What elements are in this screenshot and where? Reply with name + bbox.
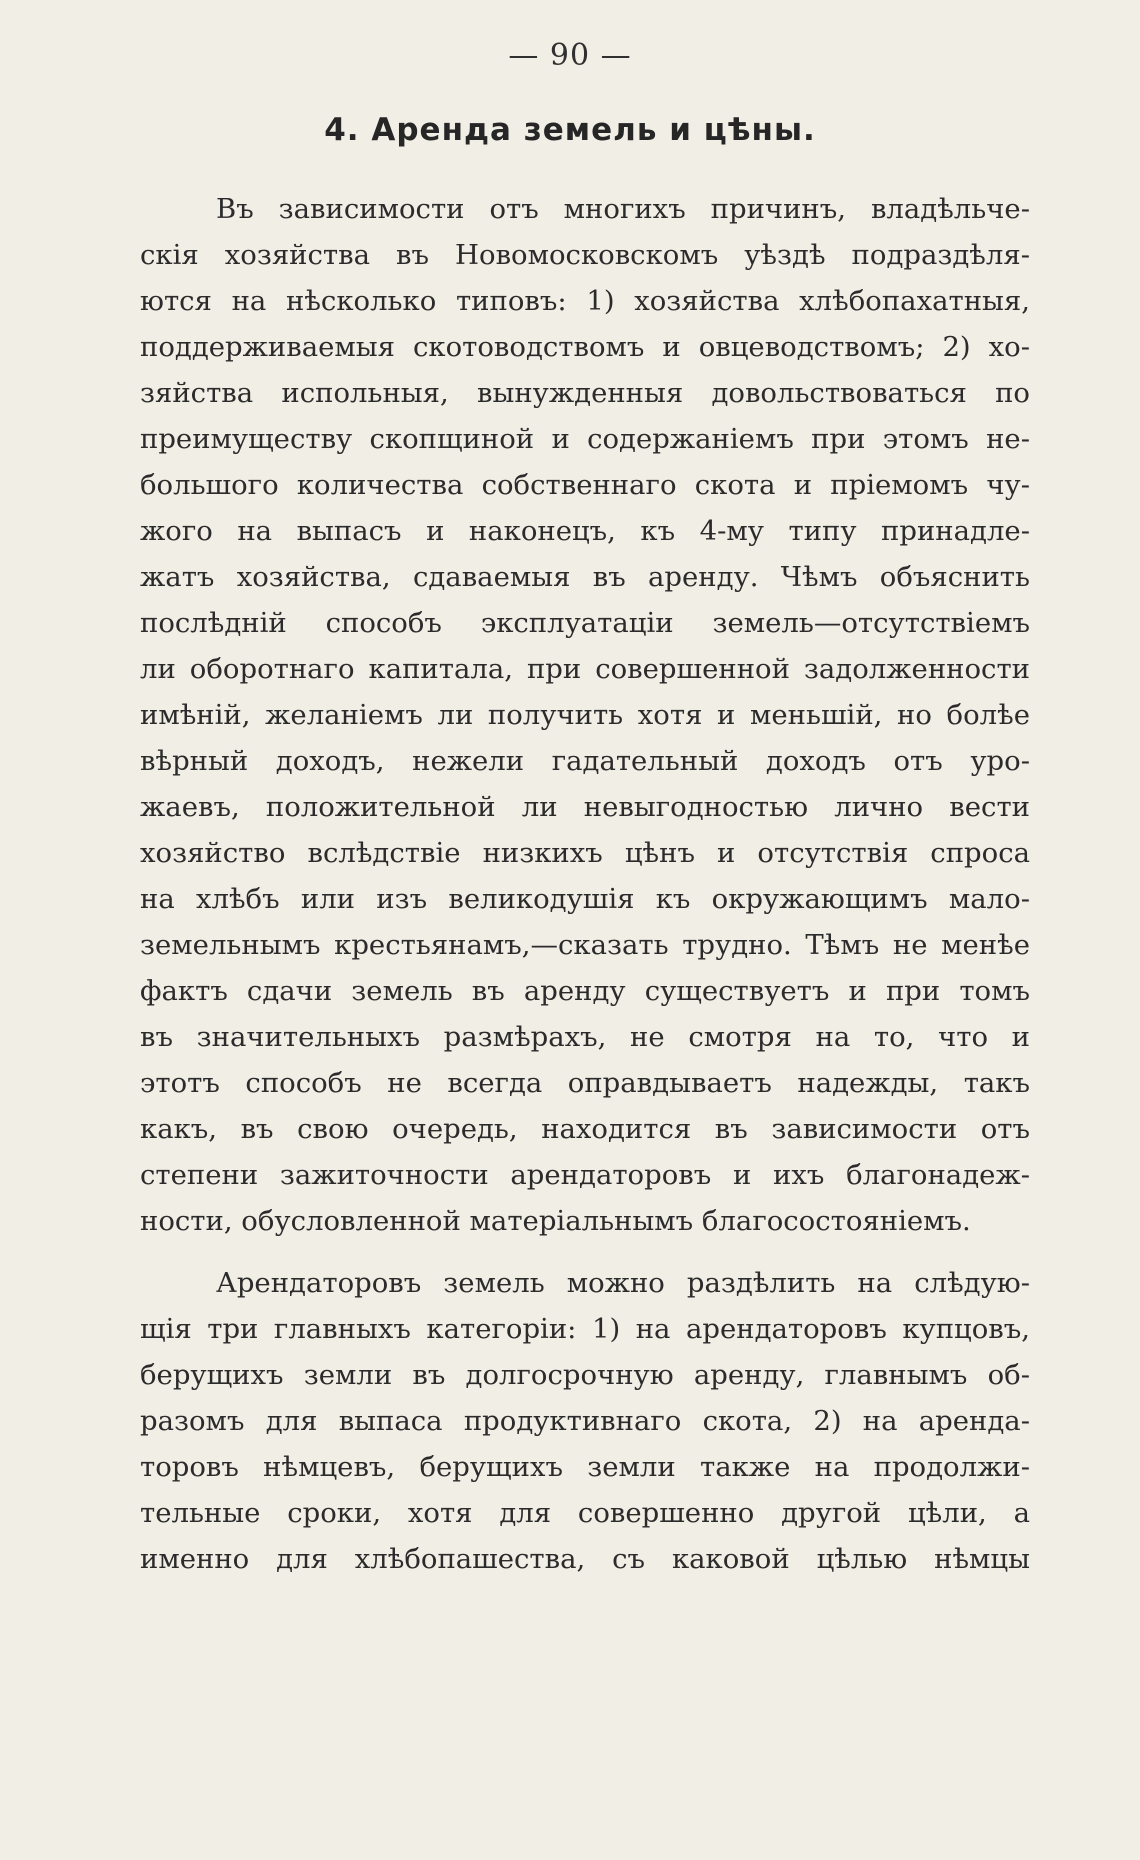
paragraph-2 (140, 1260, 1030, 1582)
text-line: степени зажиточности арендаторовъ и ихъ благонадеж- (140, 1159, 1030, 1191)
text-line: фактъ сдачи земель въ аренду существуетъ и при томъ (140, 975, 1030, 1007)
text-line: ются на нѣсколько типовъ: 1) хозяйства хлѣбопахатныя, (140, 285, 1030, 317)
text-line: жого на выпасъ и наконецъ, къ 4-му типу принадле- (140, 515, 1030, 547)
text-line: скія хозяйства въ Новомосковскомъ уѣздѣ подраздѣля- (140, 239, 1030, 271)
text-line: какъ, въ свою очередь, находится въ зависимости отъ (140, 1113, 1030, 1145)
text-line: щія три главныхъ категоріи: 1) на арендаторовъ купцовъ, (140, 1313, 1030, 1345)
page-number: — 90 — (508, 38, 632, 73)
text-line: Арендаторовъ земель можно раздѣлить на слѣдую- (216, 1267, 1030, 1299)
text-line: поддерживаемыя скотоводствомъ и овцеводствомъ; 2) хо- (140, 331, 1030, 363)
text-line: на хлѣбъ или изъ великодушія къ окружающимъ мало- (140, 883, 1030, 915)
text-line: тельные сроки, хотя для совершенно другой цѣли, а (140, 1497, 1030, 1529)
text-line: торовъ нѣмцевъ, берущихъ земли также на продолжи- (140, 1451, 1030, 1483)
text-line: ли оборотнаго капитала, при совершенной задолженности (140, 653, 1030, 685)
text-line: именно для хлѣбопашества, съ каковой цѣлью нѣмцы (140, 1543, 1030, 1575)
text-line: жаевъ, положительной ли невыгодностью лично вести (140, 791, 1030, 823)
text-line: вѣрный доходъ, нежели гадательный доходъ отъ уро- (140, 745, 1030, 777)
text-line: разомъ для выпаса продуктивнаго скота, 2) на аренда- (140, 1405, 1030, 1437)
text-line: зяйства испольныя, вынужденныя довольствоваться по (140, 377, 1030, 409)
text-line: большого количества собственнаго скота и пріемомъ чу- (140, 469, 1030, 501)
text-line: жатъ хозяйства, сдаваемыя въ аренду. Чѣмъ объяснить (140, 561, 1030, 593)
text-line: преимуществу скопщиной и содержаніемъ при этомъ не- (140, 423, 1030, 455)
paragraph-1 (140, 186, 1030, 1244)
text-line: въ значительныхъ размѣрахъ, не смотря на то, что и (140, 1021, 1030, 1053)
text-line: берущихъ земли въ долгосрочную аренду, главнымъ об- (140, 1359, 1030, 1391)
text-line: послѣдній способъ эксплуатаціи земель—отсутствіемъ (140, 607, 1030, 639)
text-line: этотъ способъ не всегда оправдываетъ надежды, такъ (140, 1067, 1030, 1099)
text-line: имѣній, желаніемъ ли получить хотя и меньшій, но болѣе (140, 699, 1030, 731)
section-heading: 4. Аренда земель и цѣны. (324, 112, 816, 148)
text-line: ности, обусловленной матеріальнымъ благосостояніемъ. (140, 1205, 971, 1237)
text-line: земельнымъ крестьянамъ,—сказать трудно. Тѣмъ не менѣе (140, 929, 1030, 961)
text-line: хозяйство вслѣдствіе низкихъ цѣнъ и отсутствія спроса (140, 837, 1030, 869)
text-line: Въ зависимости отъ многихъ причинъ, владѣльче- (216, 193, 1030, 225)
